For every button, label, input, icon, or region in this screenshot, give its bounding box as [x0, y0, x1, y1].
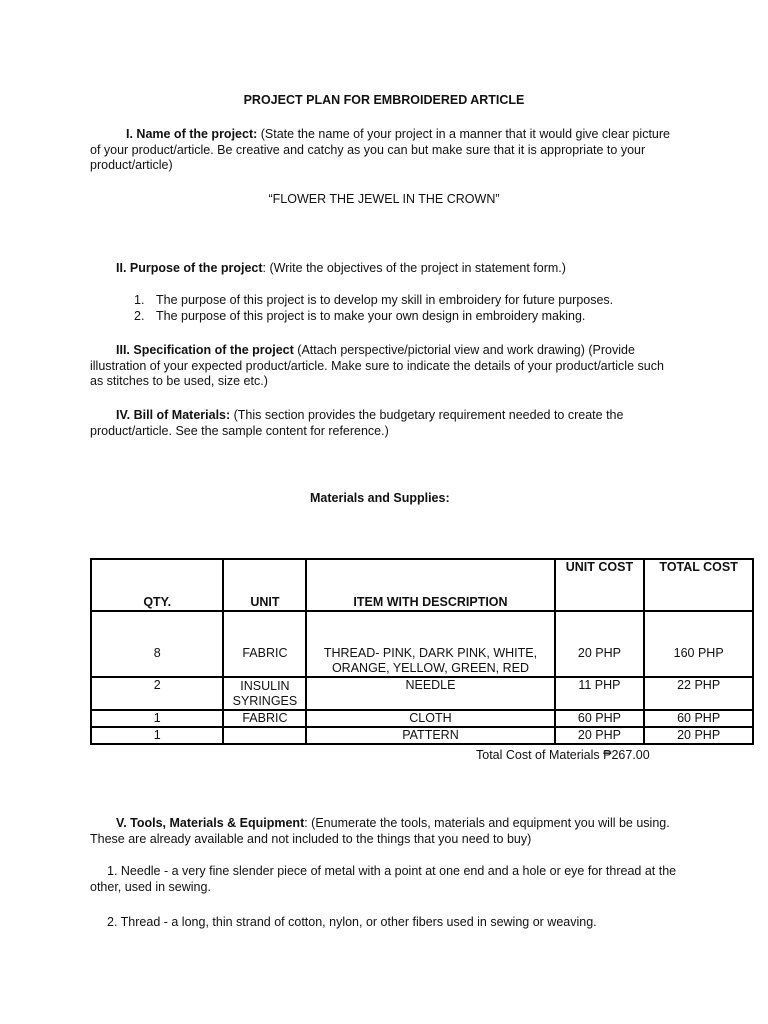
header-unit: UNIT — [223, 559, 306, 611]
tool-item-thread: 2. Thread - a long, thin strand of cotton, nylon, or other fibers used in sewing or weaving. — [107, 915, 597, 929]
project-name: “FLOWER THE JEWEL IN THE CROWN” — [268, 192, 500, 206]
section-4-instruction: (This section provides the budgetary requirement needed to create the product/article. See the sample content for reference.) — [90, 408, 624, 438]
document-title: PROJECT PLAN FOR EMBROIDERED ARTICLE — [243, 93, 525, 107]
table-row: 2 INSULIN SYRINGES NEEDLE 11 PHP 22 PHP — [91, 677, 753, 710]
section-bill-of-materials — [90, 408, 670, 439]
table-header-row — [91, 559, 753, 611]
section-3-heading: III. Specification of the project — [116, 343, 294, 357]
section-3-instruction: (Attach perspective/pictorial view and work drawing) (Provide illustration of your expected product/article. Make sure to indicate the details of your product/article such as stitches to be used, size etc.) — [90, 343, 664, 388]
header-qty: QTY. — [91, 559, 223, 611]
section-4-heading: IV. Bill of Materials: — [116, 408, 231, 422]
table-row: 1 FABRIC CLOTH 60 PHP 60 PHP — [91, 710, 753, 727]
section-purpose — [90, 261, 680, 277]
section-name-of-project — [90, 127, 680, 174]
section-1-heading: I. Name of the project: — [126, 127, 258, 141]
table-row: 1 PATTERN 20 PHP 20 PHP — [91, 727, 753, 744]
section-5-heading: V. Tools, Materials & Equipment — [116, 816, 305, 830]
section-2-instruction: : (Write the objectives of the project in statement form.) — [262, 261, 566, 275]
materials-subheading: Materials and Supplies: — [310, 491, 450, 505]
total-cost-of-materials: Total Cost of Materials ₱267.00 — [476, 748, 650, 762]
tool-item-needle: 1. Needle - a very fine slender piece of metal with a point at one end and a hole or eye for thread at the other, used in sewing. — [90, 864, 677, 894]
purpose-item-2: 2. The purpose of this project is to make your own design in embroidery making. — [134, 309, 586, 323]
purpose-item-1: 1. The purpose of this project is to develop my skill in embroidery for future purposes. — [134, 293, 614, 307]
header-item: ITEM WITH DESCRIPTION — [306, 559, 554, 611]
bill-of-materials-table — [90, 558, 754, 745]
section-5-instruction: : (Enumerate the tools, materials and equipment you will be using. These are already available and not included to the things that you need to buy) — [90, 816, 670, 846]
header-total-cost: TOTAL COST — [644, 559, 753, 611]
section-1-instruction: (State the name of your project in a manner that it would give clear picture of your product/article. Be creative and catchy as you can but make sure that it is appropriate to your product/article) — [90, 127, 670, 172]
section-2-heading: II. Purpose of the project — [116, 261, 263, 275]
table-row: 8 FABRIC THREAD- PINK, DARK PINK, WHITE, ORANGE, YELLOW, GREEN, RED 20 PHP 160 PHP — [91, 611, 753, 677]
section-tools-materials-equipment — [90, 816, 670, 847]
section-specification — [90, 343, 670, 390]
header-unit-cost: UNIT COST — [555, 559, 645, 611]
